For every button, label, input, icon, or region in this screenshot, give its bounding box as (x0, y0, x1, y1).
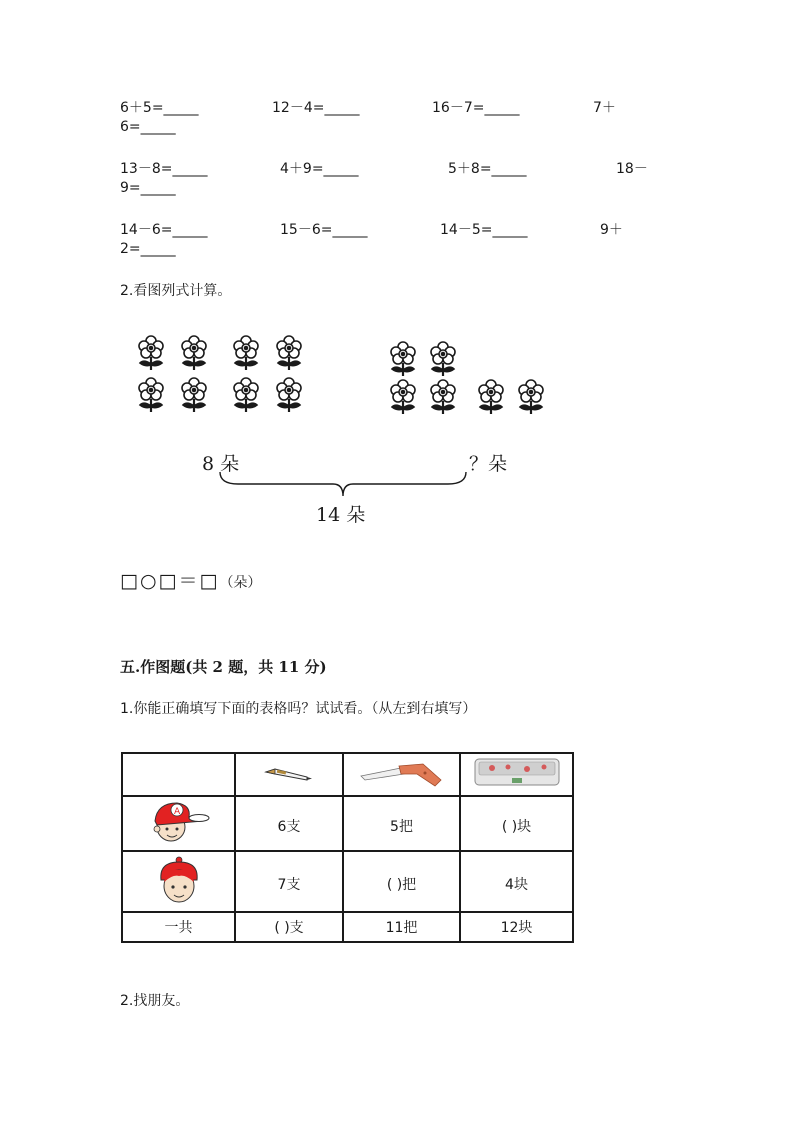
flower-icon (178, 334, 210, 372)
total-label: 一共 (164, 920, 193, 936)
total-knives-value: 11把 (385, 920, 418, 936)
boy-boxes-cell[interactable] (460, 796, 573, 851)
equation-row3-q2[interactable]: 15－6=_____ (280, 222, 368, 238)
flower-icon (135, 334, 167, 372)
section5-heading: 五.作图题(共 2 题，共 11 分) (120, 658, 327, 676)
brace (218, 470, 468, 498)
girl-pens-value: 7支 (277, 876, 301, 893)
right-count-label: ？朵 (469, 453, 508, 475)
flower-icon (230, 376, 262, 414)
boy-boxes-blank[interactable]: ( )块 (501, 818, 532, 835)
equation-row2-q4-part1: 18－ (616, 161, 648, 177)
header-knife-cell (343, 753, 460, 796)
equation-row2-q4-part2[interactable]: 9=_____ (120, 180, 176, 196)
girl-pens-cell (235, 851, 343, 912)
girl-boxes-value: 4块 (505, 876, 528, 893)
total-pens-blank[interactable]: ( )支 (274, 920, 304, 936)
flower-icon (427, 340, 459, 378)
svg-text:A: A (173, 806, 180, 817)
girl-knives-blank[interactable]: ( )把 (386, 876, 417, 893)
girl-knives-cell[interactable] (343, 851, 460, 912)
flower-icon (387, 378, 419, 416)
boy-with-cap-icon (147, 799, 211, 845)
flower-icon (273, 376, 305, 414)
flower-icon (230, 334, 262, 372)
table-row (122, 851, 573, 912)
total-boxes-cell (460, 912, 573, 942)
knife-icon (359, 758, 445, 788)
total-count-label: 14 朵 (316, 504, 366, 526)
pen-icon (263, 763, 315, 783)
formula-boxes[interactable]: □○□＝□ (120, 570, 220, 592)
equation-row3-q4-part2[interactable]: 2=_____ (120, 241, 176, 257)
boy-knives-value: 5把 (390, 818, 413, 835)
fill-in-table (121, 752, 574, 943)
boy-cell (122, 796, 235, 851)
equation-row2-q1[interactable]: 13－8=_____ (120, 161, 208, 177)
flower-icon (475, 378, 507, 416)
girl-boxes-cell (460, 851, 573, 912)
equation-row3-q4-part1: 9＋ (600, 222, 623, 238)
table-header-row (122, 753, 573, 796)
table-row (122, 796, 573, 851)
total-knives-cell (343, 912, 460, 942)
flower-icon (135, 376, 167, 414)
table-row (122, 912, 573, 942)
question2-title: 2.看图列式计算。 (120, 283, 232, 299)
equation-row1-q2[interactable]: 12－4=_____ (272, 100, 360, 116)
pencil-box-icon (472, 756, 562, 790)
equation-row3-q1[interactable]: 14－6=_____ (120, 222, 208, 238)
equation-row1-q3[interactable]: 16－7=_____ (432, 100, 520, 116)
girl-icon (155, 854, 203, 906)
flower-icon (387, 340, 419, 378)
table-corner-cell (122, 753, 235, 796)
boy-knives-cell (343, 796, 460, 851)
equation-row1-q4-part2[interactable]: 6=_____ (120, 119, 176, 135)
equation-row2-q3[interactable]: 5＋8=_____ (448, 161, 527, 177)
equation-row3-q3[interactable]: 14－5=_____ (440, 222, 528, 238)
equation-row2-q2[interactable]: 4＋9=_____ (280, 161, 359, 177)
flower-icon (178, 376, 210, 414)
total-label-cell (122, 912, 235, 942)
total-pens-cell[interactable] (235, 912, 343, 942)
formula-unit: （朵） (219, 575, 262, 591)
section5-q2-title: 2.找朋友。 (120, 993, 190, 1009)
equation-row1-q1[interactable]: 6＋5=_____ (120, 100, 199, 116)
equation-row1-q4-part1: 7＋ (593, 100, 616, 116)
flower-icon (427, 378, 459, 416)
flower-icon (273, 334, 305, 372)
boy-pens-value: 6支 (277, 818, 301, 835)
header-pen-cell (235, 753, 343, 796)
flower-icon (515, 378, 547, 416)
header-pencil-box-cell (460, 753, 573, 796)
boy-pens-cell (235, 796, 343, 851)
section5-q1-title: 1.你能正确填写下面的表格吗？试试看。（从左到右填写） (120, 701, 477, 717)
total-boxes-value: 12块 (500, 920, 533, 936)
left-count-label: 8 朵 (202, 453, 240, 475)
answer-formula[interactable] (120, 566, 261, 593)
girl-cell (122, 851, 235, 912)
